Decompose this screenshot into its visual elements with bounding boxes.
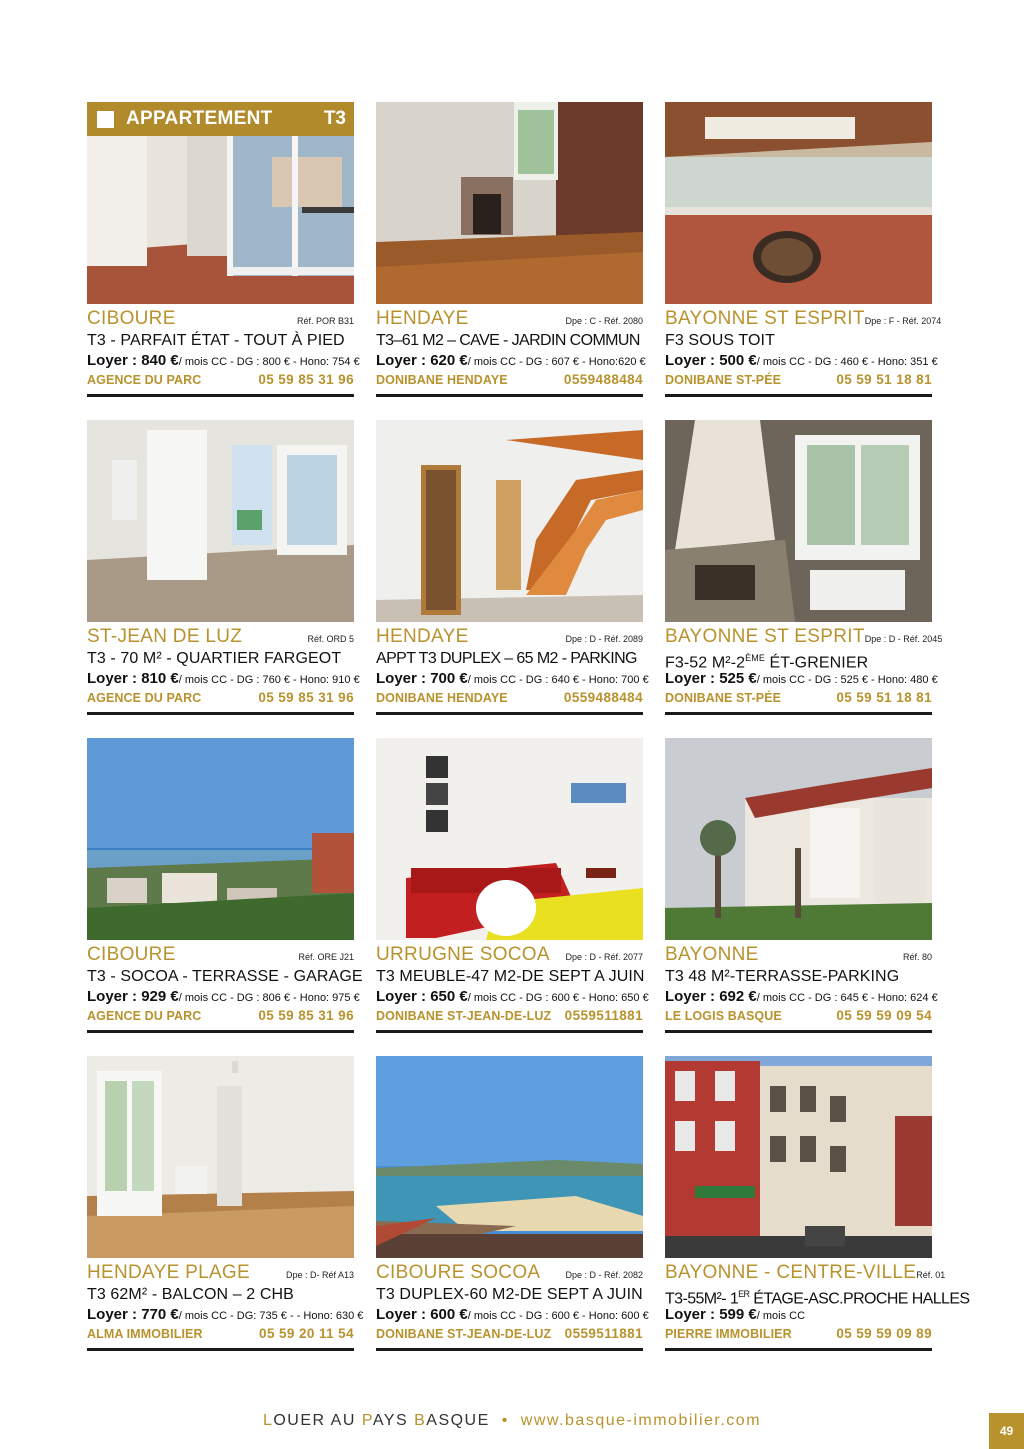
listing-agency: DONIBANE ST-PÉE: [665, 373, 782, 387]
divider: [665, 394, 932, 397]
rent-value: 599 €: [719, 1306, 757, 1323]
rent-value: 810 €: [141, 670, 179, 687]
listing-phone[interactable]: 0559511881: [564, 1326, 643, 1341]
listing-ref: Dpe : D - Réf. 2077: [565, 952, 643, 962]
listing-phone[interactable]: 05 59 59 09 89: [836, 1326, 932, 1341]
divider: [376, 394, 643, 397]
rent-value: 620 €: [430, 352, 468, 369]
listing-card[interactable]: [87, 738, 363, 1036]
page-footer: LOUER AU PAYS BASQUE • www.basque-immobilier.com: [262, 1412, 762, 1429]
listing-city: BAYONNE - CENTRE-VILLE: [665, 1262, 917, 1283]
listing-agency: AGENCE DU PARC: [87, 691, 202, 705]
listing-city: BAYONNE ST ESPRIT: [665, 626, 865, 647]
listing-city: HENDAYE: [376, 308, 469, 329]
listing-phone[interactable]: 05 59 85 31 96: [258, 1008, 354, 1023]
rent-detail: / mois CC: [756, 1310, 806, 1322]
rent-value: 700 €: [430, 670, 468, 687]
divider: [87, 394, 354, 397]
rent-detail: / mois CC - DG : 460 € - Hono: 351 €: [756, 356, 938, 368]
listing-title: T3 - 70 M² - QUARTIER FARGEOT: [87, 650, 342, 667]
rent-value: 929 €: [141, 988, 179, 1005]
property-type-badge: [87, 102, 354, 136]
bullet-separator: •: [501, 1412, 509, 1429]
listing-phone[interactable]: 05 59 51 18 81: [836, 690, 932, 705]
rent-value: 500 €: [719, 352, 757, 369]
rent-value: 600 €: [430, 1306, 468, 1323]
listing-city: URRUGNE SOCOA: [376, 944, 550, 965]
listing-rent: Loyer : 770 €/ mois CC - DG: 735 € - - Hono: 630 €: [87, 1306, 364, 1323]
listing-rent: Loyer : 599 €/ mois CC: [665, 1306, 806, 1323]
listing-agency: PIERRE IMMOBILIER: [665, 1327, 792, 1341]
listing-card[interactable]: [87, 420, 360, 718]
listing-phone[interactable]: 05 59 59 09 54: [836, 1008, 932, 1023]
rent-detail: / mois CC - DG : 607 € - Hono:620 €: [467, 356, 646, 368]
divider: [87, 1030, 354, 1033]
listing-phone[interactable]: 0559511881: [564, 1008, 643, 1023]
listing-rent: Loyer : 650 €/ mois CC - DG : 600 € - Hono: 650 €: [376, 988, 649, 1005]
listing-card[interactable]: [87, 1056, 364, 1354]
listing-ref: Réf. 01: [916, 1270, 946, 1280]
listing-ref: Dpe : D- Réf A13: [285, 1270, 354, 1280]
divider: [376, 1348, 643, 1351]
listing-rent: Loyer : 620 €/ mois CC - DG : 607 € - Hono:620 €: [376, 352, 646, 369]
divider: [376, 712, 643, 715]
listing-ref: Réf. POR B31: [296, 316, 354, 326]
listing-agency: LE LOGIS BASQUE: [665, 1009, 782, 1023]
listing-phone[interactable]: 05 59 85 31 96: [258, 372, 354, 387]
listing-photo: [376, 102, 643, 304]
listing-card[interactable]: [665, 420, 943, 718]
listing-card[interactable]: [376, 738, 649, 1036]
rent-detail: / mois CC - DG : 640 € - Hono: 700 €: [467, 674, 649, 686]
listing-agency: ALMA IMMOBILIER: [87, 1327, 203, 1341]
page-number: 49: [989, 1413, 1024, 1449]
rent-detail: / mois CC - DG : 800 € - Hono: 754 €: [178, 356, 360, 368]
listing-phone[interactable]: 05 59 51 18 81: [836, 372, 932, 387]
listing-ref: Dpe : C - Réf. 2080: [565, 316, 643, 326]
listing-photo: [665, 420, 932, 622]
listing-rent: Loyer : 525 €/ mois CC - DG : 525 € - Hono: 480 €: [665, 670, 938, 687]
listing-photo: [665, 738, 932, 940]
listing-photo: [665, 102, 932, 304]
rent-value: 840 €: [141, 352, 179, 369]
listing-rent: Loyer : 810 €/ mois CC - DG : 760 € - Hono: 910 €: [87, 670, 360, 687]
website-link[interactable]: www.basque-immobilier.com: [520, 1412, 762, 1429]
listing-city: ST-JEAN DE LUZ: [87, 626, 243, 647]
listing-phone[interactable]: 0559488484: [563, 372, 643, 387]
listing-card[interactable]: [87, 102, 360, 400]
listing-city: BAYONNE ST ESPRIT: [665, 308, 865, 329]
rent-value: 770 €: [141, 1306, 179, 1323]
divider: [87, 712, 354, 715]
listing-title: T3 - PARFAIT ÉTAT - TOUT À PIED: [87, 332, 345, 349]
listing-ref: Dpe : D - Réf. 2045: [864, 634, 943, 644]
listing-title: F3 SOUS TOIT: [665, 332, 775, 349]
listing-agency: DONIBANE ST-PÉE: [665, 691, 782, 705]
listing-phone[interactable]: 05 59 20 11 54: [259, 1326, 354, 1341]
listing-card[interactable]: [665, 102, 942, 400]
listing-title: APPT T3 DUPLEX – 65 M2 - PARKING: [376, 650, 637, 667]
listing-photo: [376, 1056, 643, 1258]
rent-value: 650 €: [430, 988, 468, 1005]
badge-type-label: APPARTEMENT: [126, 108, 273, 129]
listing-agency: AGENCE DU PARC: [87, 373, 202, 387]
listing-title: T3 62M² - BALCON – 2 CHB: [87, 1286, 294, 1303]
listing-phone[interactable]: 0559488484: [563, 690, 643, 705]
listing-photo: [376, 738, 643, 940]
listing-rent: Loyer : 929 €/ mois CC - DG : 806 € - Hono: 975 €: [87, 988, 360, 1005]
listing-title: T3–61 M2 – CAVE - JARDIN COMMUN: [376, 332, 640, 349]
listing-title: T3 - SOCOA - TERRASSE - GARAGE: [87, 968, 363, 985]
listing-agency: DONIBANE HENDAYE: [376, 691, 508, 705]
listing-city: HENDAYE: [376, 626, 469, 647]
listing-agency: AGENCE DU PARC: [87, 1009, 202, 1023]
listing-title: T3 DUPLEX-60 M2-DE SEPT A JUIN: [376, 1286, 643, 1303]
listing-card[interactable]: [376, 1056, 649, 1354]
listing-title: T3-55M²- 1ER ÉTAGE-ASC.PROCHE HALLES: [665, 1289, 970, 1308]
listing-agency: DONIBANE ST-JEAN-DE-LUZ: [376, 1009, 552, 1023]
divider: [376, 1030, 643, 1033]
listing-rent: Loyer : 600 €/ mois CC - DG : 600 € - Hono: 600 €: [376, 1306, 649, 1323]
listing-ref: Dpe : F - Réf. 2074: [864, 316, 942, 326]
divider: [665, 1348, 932, 1351]
listing-city: CIBOURE SOCOA: [376, 1262, 541, 1283]
rent-detail: / mois CC - DG : 600 € - Hono: 650 €: [467, 992, 649, 1004]
badge-size-label: T3: [323, 108, 346, 129]
listing-rent: Loyer : 700 €/ mois CC - DG : 640 € - Hono: 700 €: [376, 670, 649, 687]
listing-city: BAYONNE: [665, 944, 759, 965]
divider: [665, 1030, 932, 1033]
rent-value: 525 €: [719, 670, 757, 687]
rent-detail: / mois CC - DG : 645 € - Hono: 624 €: [756, 992, 938, 1004]
rent-detail: / mois CC - DG : 525 € - Hono: 480 €: [756, 674, 938, 686]
listing-ref: Réf. 80: [902, 952, 932, 962]
listing-photo: [87, 420, 354, 622]
listing-ref: Dpe : D - Réf. 2082: [565, 1270, 643, 1280]
listing-city: CIBOURE: [87, 944, 176, 965]
listing-rent: Loyer : 692 €/ mois CC - DG : 645 € - Hono: 624 €: [665, 988, 938, 1005]
rent-detail: / mois CC - DG : 760 € - Hono: 910 €: [178, 674, 360, 686]
listing-rent: Loyer : 840 €/ mois CC - DG : 800 € - Hono: 754 €: [87, 352, 360, 369]
listing-title: F3-52 M²-2ÈME ÉT-GRENIER: [665, 653, 869, 672]
listing-rent: Loyer : 500 €/ mois CC - DG : 460 € - Hono: 351 €: [665, 352, 938, 369]
listing-city: CIBOURE: [87, 308, 176, 329]
listing-agency: DONIBANE HENDAYE: [376, 373, 508, 387]
listings-grid: [87, 102, 970, 1354]
listing-city: HENDAYE PLAGE: [87, 1262, 250, 1283]
listing-card[interactable]: [665, 738, 938, 1036]
rent-value: 692 €: [719, 988, 757, 1005]
listing-ref: Dpe : D - Réf. 2089: [565, 634, 643, 644]
rent-detail: / mois CC - DG : 600 € - Hono: 600 €: [467, 1310, 649, 1322]
listing-photo: [665, 1056, 932, 1258]
listing-phone[interactable]: 05 59 85 31 96: [258, 690, 354, 705]
listing-photo: [87, 102, 354, 304]
rent-detail: / mois CC - DG : 806 € - Hono: 975 €: [178, 992, 360, 1004]
listing-title: T3 48 M²-TERRASSE-PARKING: [665, 968, 900, 985]
divider: [665, 712, 932, 715]
listing-photo: [87, 738, 354, 940]
divider: [87, 1348, 354, 1351]
listing-card[interactable]: [376, 102, 646, 400]
rent-detail: / mois CC - DG: 735 € - - Hono: 630 €: [178, 1310, 364, 1322]
listing-card[interactable]: [376, 420, 649, 718]
listing-ref: Réf. ORD 5: [307, 634, 354, 644]
square-icon: [97, 111, 114, 128]
listing-photo: [376, 420, 643, 622]
listing-photo: [87, 1056, 354, 1258]
listing-ref: Réf. ORE J21: [298, 952, 354, 962]
listing-agency: DONIBANE ST-JEAN-DE-LUZ: [376, 1327, 552, 1341]
listing-title: T3 MEUBLE-47 M2-DE SEPT A JUIN: [376, 968, 645, 985]
listing-card[interactable]: [665, 1056, 970, 1354]
